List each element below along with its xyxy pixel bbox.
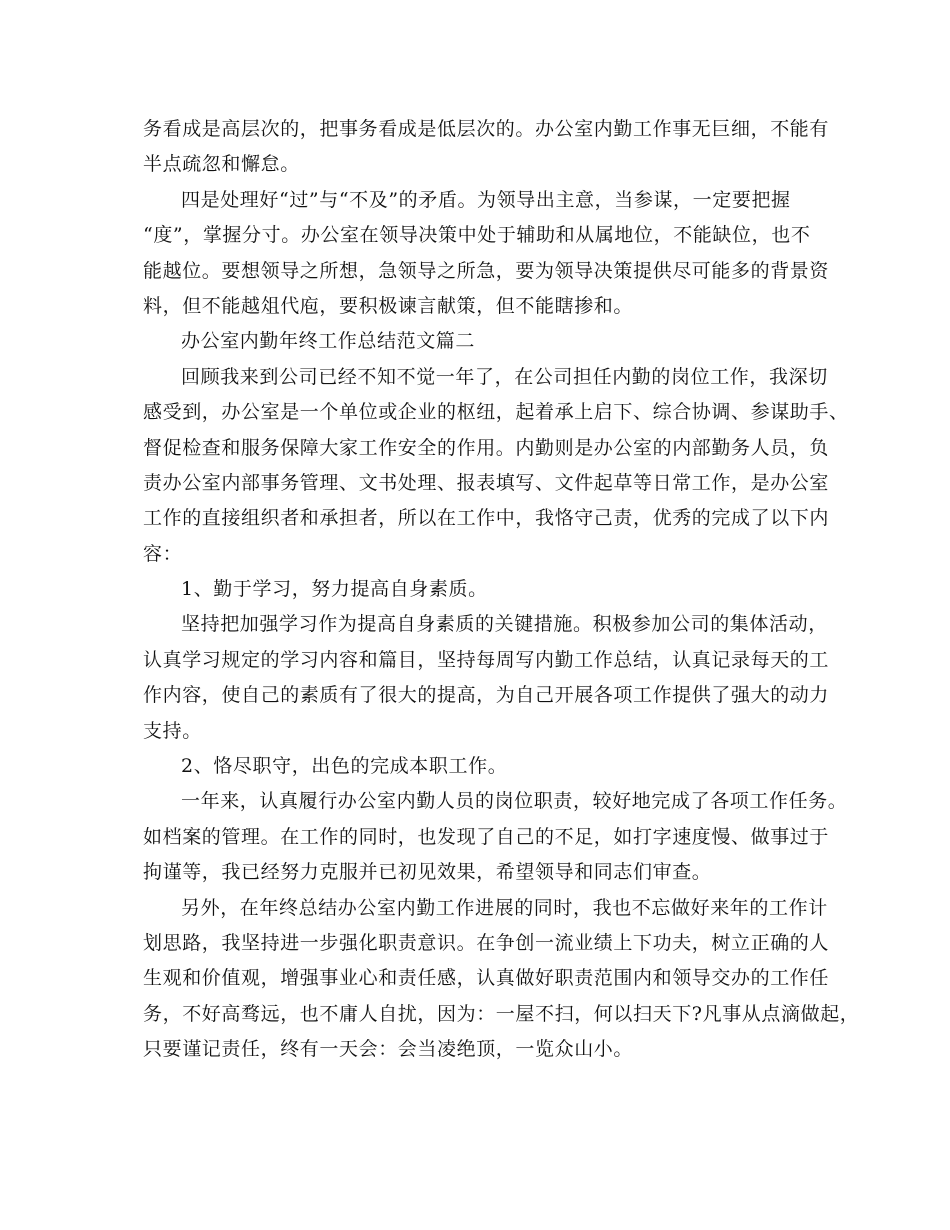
text-line: 回顾我来到公司已经不知不觉一年了，在公司担任内勤的岗位工作，我深切 bbox=[181, 365, 828, 388]
text-line: 另外，在年终总结办公室内勤工作进展的同时，我也不忘做好来年的工作计 bbox=[181, 896, 828, 919]
text-line: 支持。 bbox=[143, 719, 202, 742]
text-line: 工作的直接组织者和承担者，所以在工作中，我恪守己责，优秀的完成了以下内 bbox=[143, 507, 830, 530]
text-line: 生观和价值观，增强事业心和责任感，认真做好职责范围内和领导交办的工作任 bbox=[143, 967, 830, 990]
text-line: 感受到，办公室是一个单位或企业的枢纽，起着承上启下、综合协调、参谋助手、 bbox=[143, 401, 849, 424]
section-heading: 办公室内勤年终工作总结范文篇二 bbox=[181, 330, 476, 353]
text-line: 能越位。要想领导之所想，急领导之所急，要为领导决策提供尽可能多的背景资 bbox=[143, 259, 830, 282]
list-item-heading: 1、勤于学习，努力提高自身素质。 bbox=[181, 578, 488, 601]
text-line: 坚持把加强学习作为提高自身素质的关键措施。积极参加公司的集体活动， bbox=[181, 613, 828, 636]
text-line: 容： bbox=[143, 542, 183, 565]
text-line: 务看成是高层次的，把事务看成是低层次的。办公室内勤工作事无巨细，不能有 bbox=[143, 118, 830, 140]
text-line: 料，但不能越俎代庖，要积极谏言献策，但不能瞎掺和。 bbox=[143, 294, 634, 317]
text-line: 只要谨记责任，终有一天会：会当凌绝顶，一览众山小。 bbox=[143, 1038, 634, 1061]
text-line: 半点疏忽和懈怠。 bbox=[143, 153, 300, 176]
list-item-heading: 2、恪尽职守，出色的完成本职工作。 bbox=[181, 755, 508, 778]
text-line: 一年来，认真履行办公室内勤人员的岗位职责，较好地完成了各项工作任务。 bbox=[181, 790, 848, 813]
document-body bbox=[143, 112, 860, 1068]
text-line: 划思路，我坚持进一步强化职责意识。在争创一流业绩上下功夫，树立正确的人 bbox=[143, 931, 830, 954]
text-line: 如档案的管理。在工作的同时，也发现了自己的不足，如打字速度慢、做事过于 bbox=[143, 825, 830, 848]
text-line: 认真学习规定的学习内容和篇目，坚持每周写内勤工作总结，认真记录每天的工 bbox=[143, 648, 830, 671]
text-line: 作内容，使自己的素质有了很大的提高，为自己开展各项工作提供了强大的动力 bbox=[143, 684, 830, 707]
text-line: 责办公室内部事务管理、文书处理、报表填写、文件起草等日常工作，是办公室 bbox=[143, 471, 830, 494]
text-line: 务，不好高骛远，也不庸人自扰，因为：一屋不扫，何以扫天下?凡事从点滴做起， bbox=[143, 1002, 860, 1025]
text-line: 四是处理好“过”与“不及”的矛盾。为领导出主意，当参谋，一定要把握 bbox=[181, 188, 791, 211]
text-line: “度”，掌握分寸。办公室在领导决策中处于辅助和从属地位，不能缺位，也不 bbox=[143, 224, 811, 247]
text-line: 督促检查和服务保障大家工作安全的作用。内勤则是办公室的内部勤务人员，负 bbox=[143, 436, 830, 459]
text-line: 拘谨等，我已经努力克服并已初见效果，希望领导和同志们审查。 bbox=[143, 861, 712, 884]
